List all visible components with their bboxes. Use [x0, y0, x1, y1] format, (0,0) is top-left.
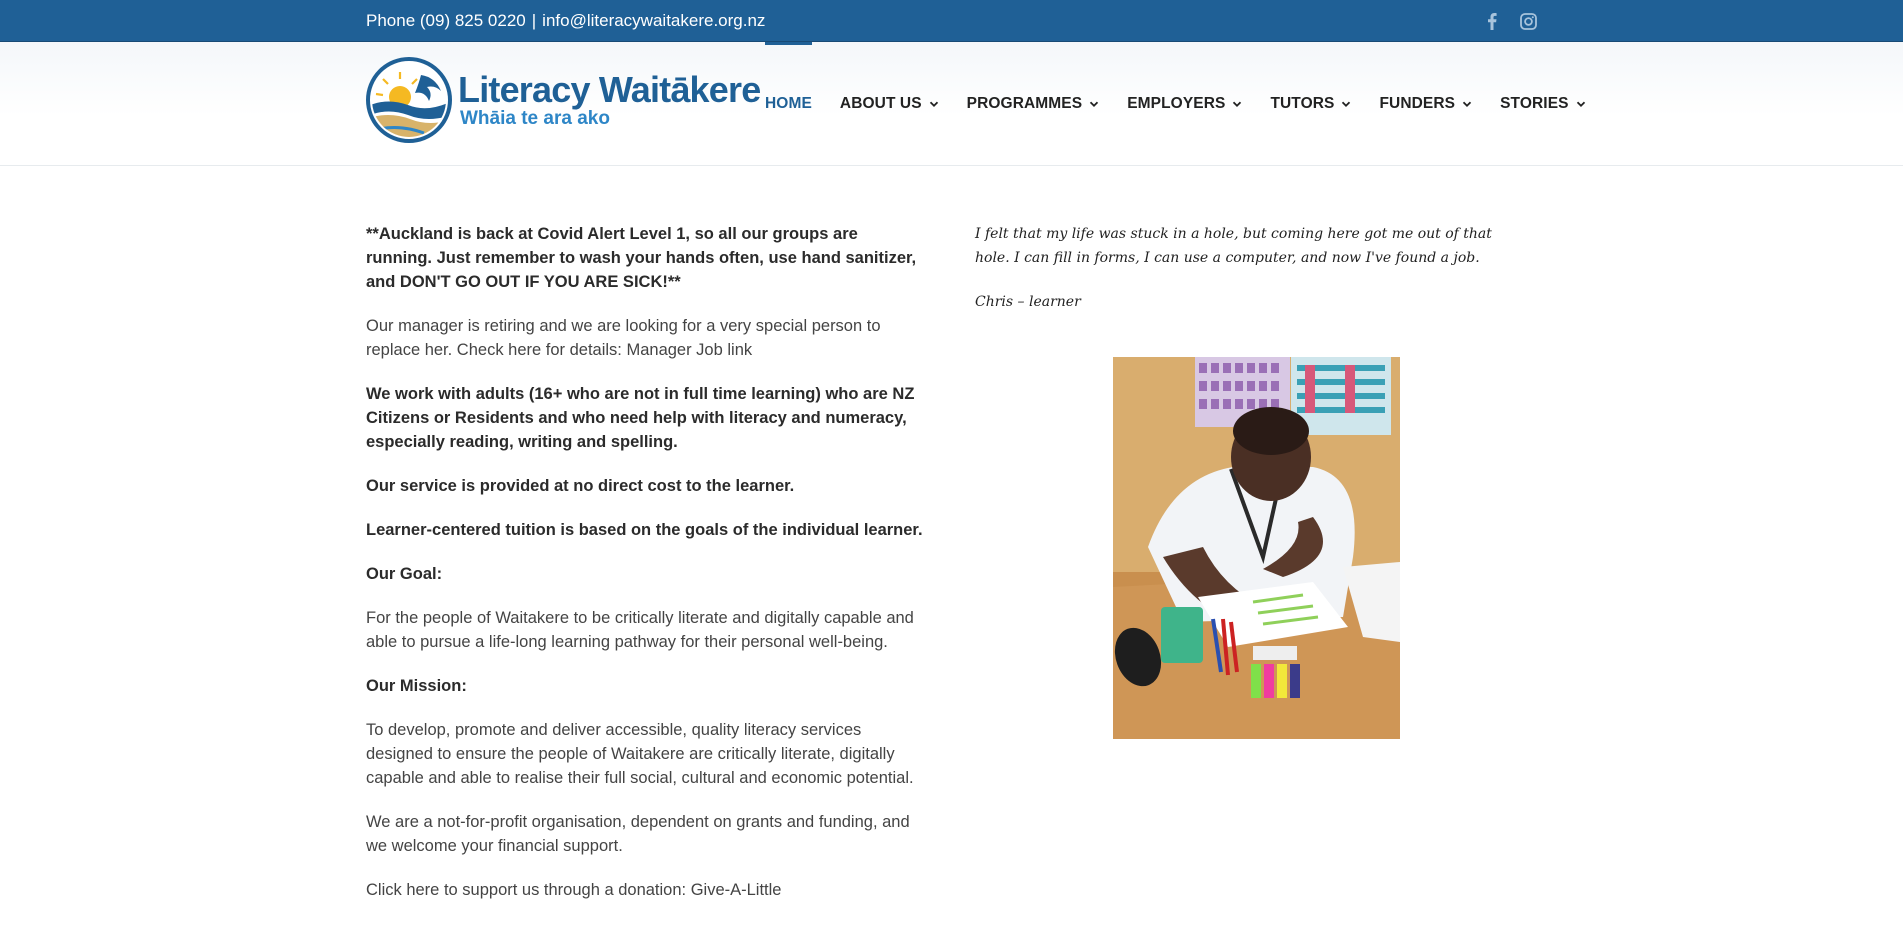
contact-info: [366, 11, 765, 31]
donate-link[interactable]: Click here to support us through a donation: Give-A-Little: [366, 881, 782, 899]
manager-notice[interactable]: Our manager is retiring and we are looking for a very special person to replace her. Check here for details: Manager Job link: [366, 317, 881, 359]
email-link[interactable]: info@literacywaitakere.org.nz: [542, 11, 766, 30]
covid-notice: **Auckland is back at Covid Alert Level 1, so all our groups are running. Just remember to wash your hands often, use hand sanitizer, and DON'T GO OUT IF YOU ARE SICK!**: [366, 225, 917, 291]
chevron-down-icon: [1232, 99, 1242, 109]
nav-item-programmes[interactable]: [967, 42, 1100, 166]
chevron-down-icon: [1341, 99, 1351, 109]
contact-separator: |: [531, 11, 537, 30]
nav-item-home[interactable]: [765, 42, 812, 166]
mission-text: To develop, promote and deliver accessible, quality literacy services designed to ensure the people of Waitakere are critically literate, digitally capable and able to realise their full social, cultural and economic potential.: [366, 721, 914, 787]
goal-heading: Our Goal:: [366, 565, 443, 583]
main-nav: [765, 42, 1614, 166]
logo-emblem-icon: [366, 57, 452, 143]
chevron-down-icon: [1089, 99, 1099, 109]
instagram-icon[interactable]: [1519, 12, 1537, 30]
logo-tagline: Whāia te ara ako: [460, 108, 610, 129]
site-logo[interactable]: [366, 57, 760, 143]
nav-label: HOME: [765, 95, 812, 112]
learner-photo: [1113, 357, 1400, 739]
logo-name: Literacy Waitākere: [458, 69, 761, 110]
chevron-down-icon: [1576, 99, 1586, 109]
nav-label: FUNDERS: [1379, 95, 1456, 112]
nav-label: PROGRAMMES: [966, 95, 1083, 112]
nav-label: ABOUT US: [839, 95, 922, 112]
chevron-down-icon: [1462, 99, 1472, 109]
tuition-statement: Learner-centered tuition is based on the goals of the individual learner.: [366, 521, 923, 539]
nav-item-employers[interactable]: [1127, 42, 1242, 166]
site-header: [0, 42, 1903, 166]
social-links: [1483, 12, 1537, 30]
top-bar: [0, 0, 1903, 42]
nav-label: EMPLOYERS: [1127, 95, 1226, 112]
main-content: [366, 222, 926, 922]
testimonial: [975, 222, 1515, 334]
facebook-icon[interactable]: [1483, 12, 1501, 30]
testimonial-quote: I felt that my life was stuck in a hole, but coming here got me out of that hole. I can fill in forms, I can use a computer, and now I've found a job.: [975, 226, 1492, 266]
nav-label: STORIES: [1500, 95, 1569, 112]
nav-item-tutors[interactable]: [1270, 42, 1351, 166]
nav-label: TUTORS: [1270, 95, 1335, 112]
nfp-text: We are a not-for-profit organisation, dependent on grants and funding, and we welcome your financial support.: [366, 813, 910, 855]
service-cost: Our service is provided at no direct cost to the learner.: [366, 477, 795, 495]
testimonial-author: Chris – learner: [975, 294, 1081, 310]
nav-item-stories[interactable]: [1500, 42, 1585, 166]
goal-text: For the people of Waitakere to be critically literate and digitally capable and able to pursue a life-long learning pathway for their personal well-being.: [366, 609, 914, 651]
mission-heading: Our Mission:: [366, 677, 467, 695]
who-we-work-with: We work with adults (16+ who are not in full time learning) who are NZ Citizens or Residents and who need help with literacy and numeracy, especially reading, writing and spelling.: [366, 385, 915, 451]
chevron-down-icon: [929, 99, 939, 109]
nav-item-about-us[interactable]: [840, 42, 939, 166]
nav-item-funders[interactable]: [1379, 42, 1472, 166]
phone-number[interactable]: Phone (09) 825 0220: [366, 11, 526, 30]
